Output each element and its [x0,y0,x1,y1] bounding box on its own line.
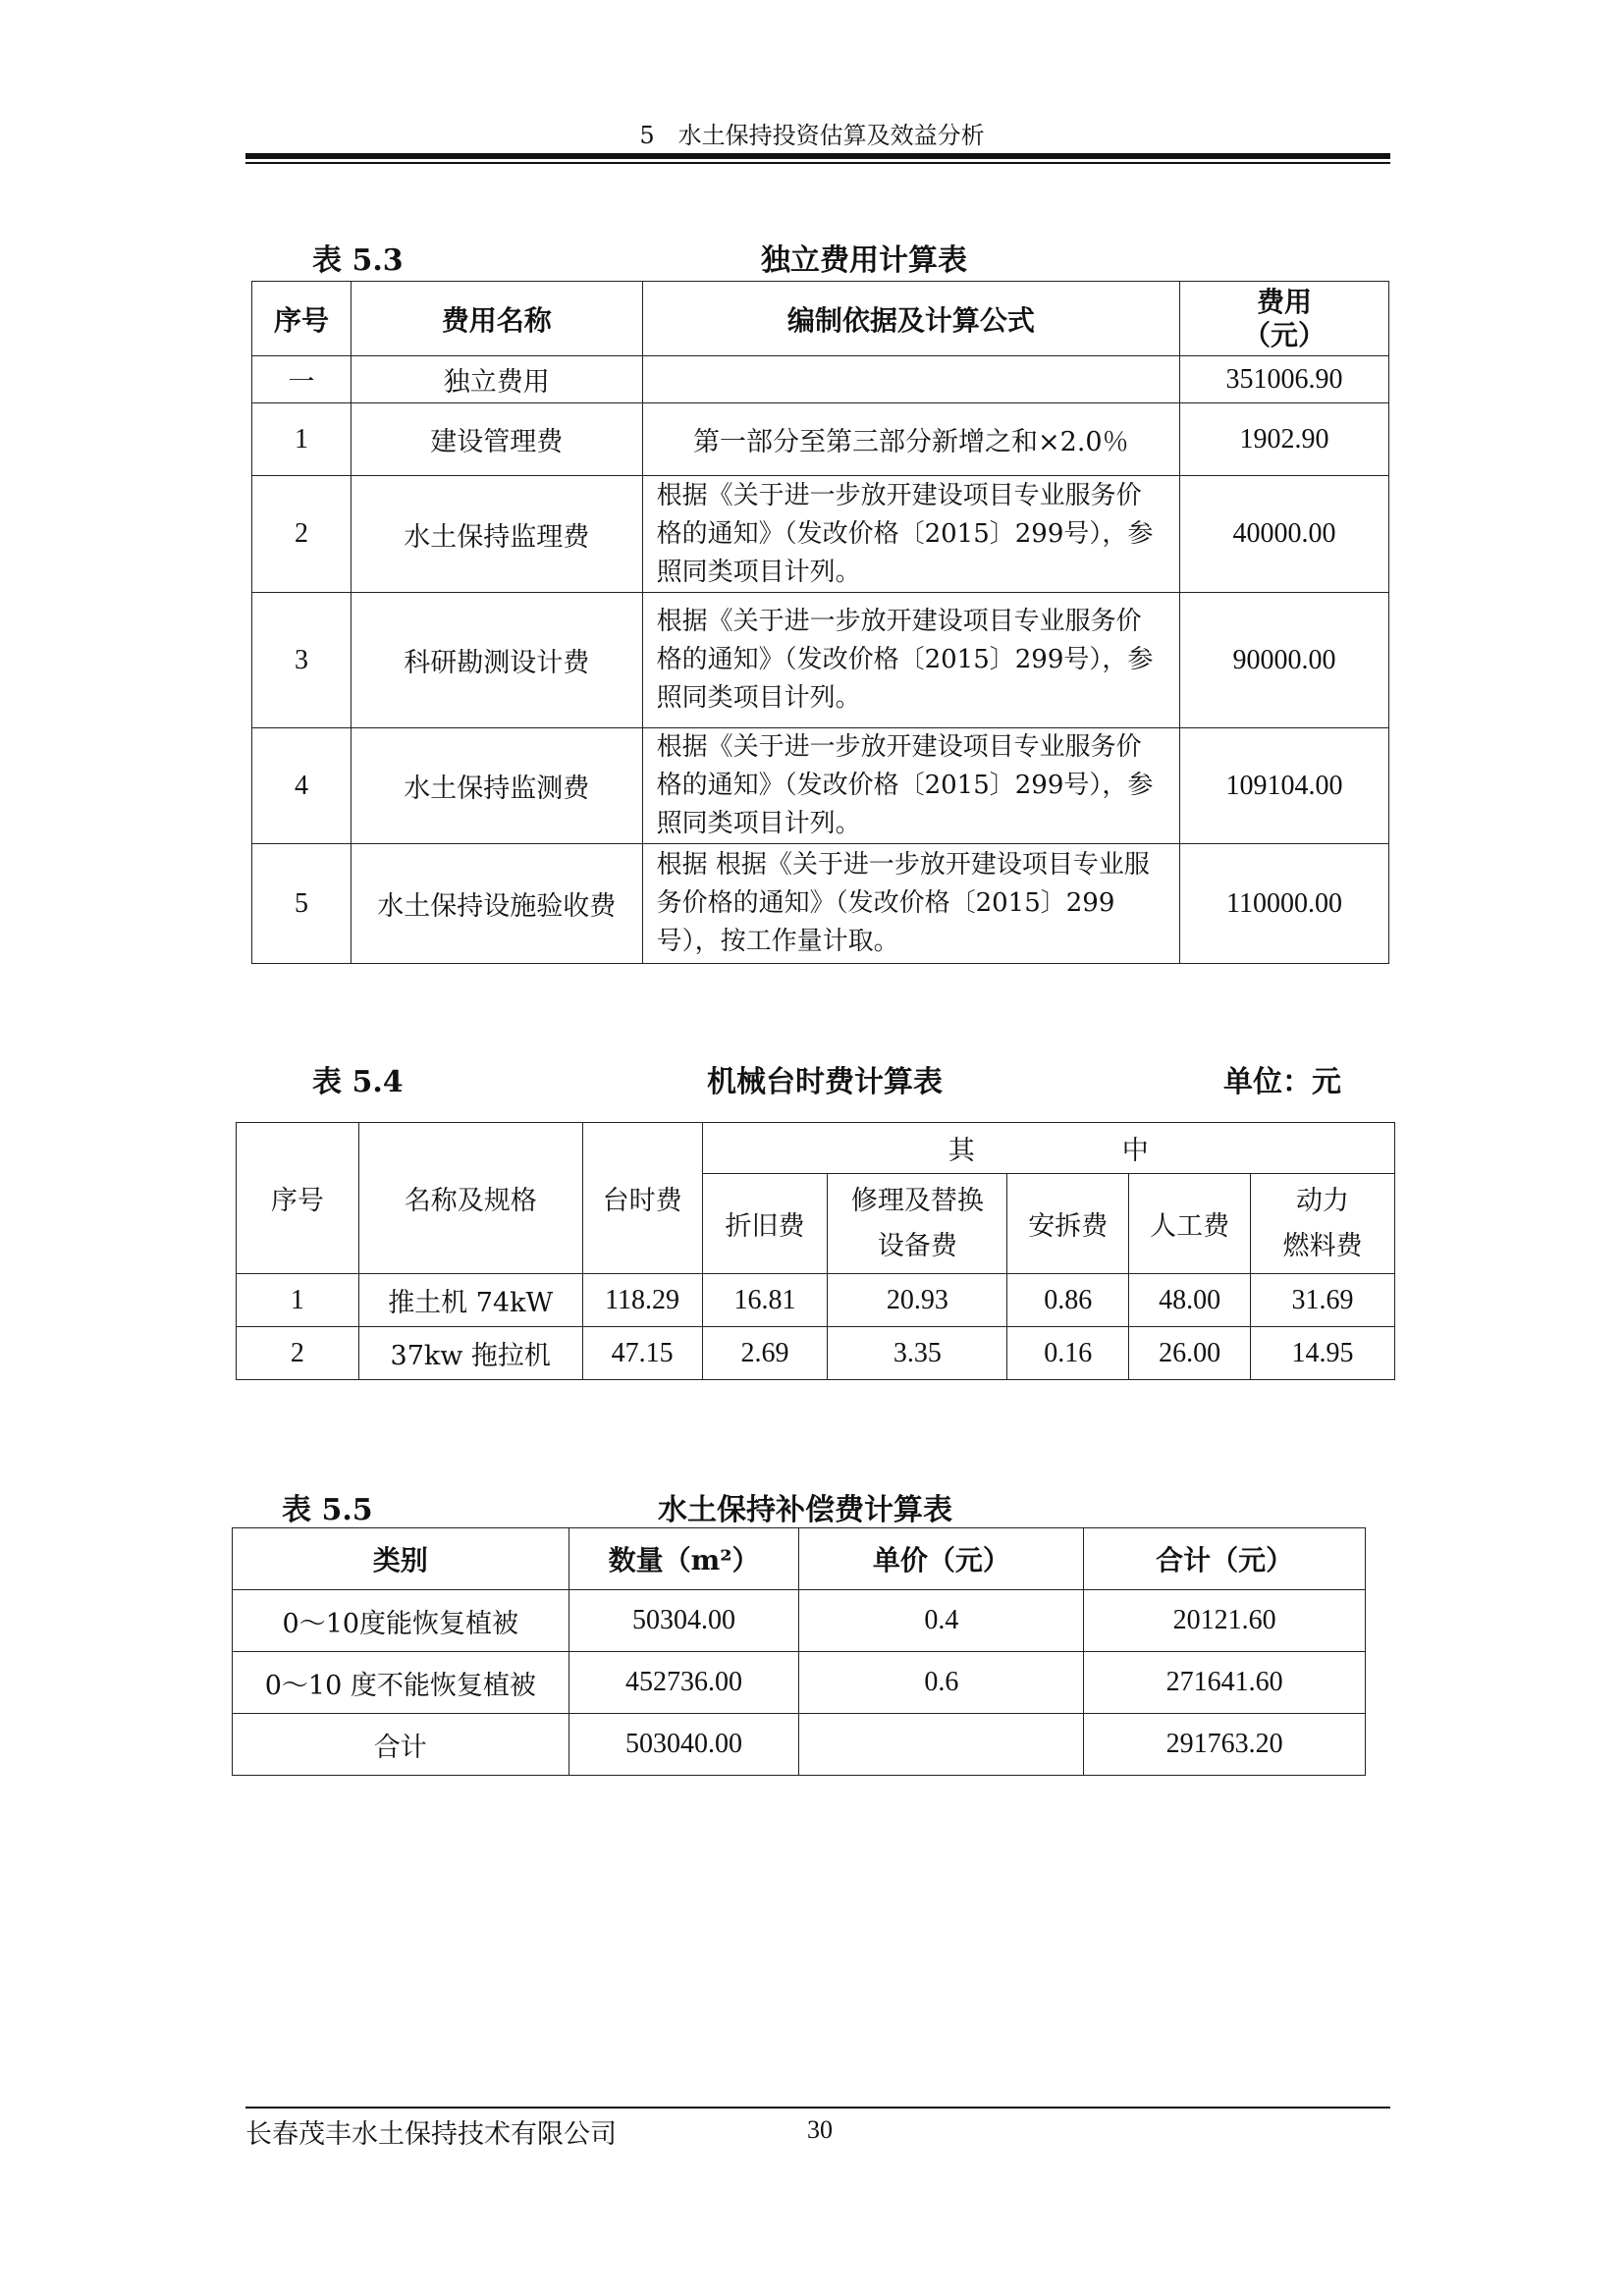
row-labor: 48.00 [1129,1274,1251,1327]
table54 [236,1122,1395,1380]
table54-header-group-b: 中 [1121,1136,1149,1166]
table54-header-depreciation: 折旧费 [702,1174,828,1274]
table-row [252,356,1389,403]
row-basis [642,356,1179,403]
row-amount: 109104.00 [1180,728,1389,844]
row-basis: 根据 根据《关于进一步放开建设项目专业服务价格的通知》（发改价格〔2015〕299号），按工作量计取。 [642,844,1179,964]
row-no: 5 [252,844,352,964]
row-depreciation: 16.81 [702,1274,828,1327]
table53-title: 独立费用计算表 [761,243,967,278]
table53-header-amount-line1: 费用 [1257,285,1313,318]
row-name: 水土保持监测费 [351,728,642,844]
table54-title: 机械台时费计算表 [707,1065,943,1099]
footer-rule [245,2107,1390,2109]
row-amount: 90000.00 [1180,593,1389,728]
table55-title: 水土保持补偿费计算表 [658,1493,952,1527]
table54-header-repair-line2: 设备费 [877,1230,957,1261]
table53-header-name: 费用名称 [351,282,642,356]
table54-header-name: 名称及规格 [358,1123,582,1274]
table-row [237,1274,1395,1327]
footer-company: 长春茂丰水土保持技术有限公司 [245,2119,617,2150]
row-amount: 110000.00 [1180,844,1389,964]
row-category: 合计 [233,1714,569,1776]
chapter-header: 5 水土保持投资估算及效益分析 [639,122,985,149]
row-quantity: 50304.00 [568,1590,799,1652]
row-no: 一 [252,356,352,403]
row-amount: 351006.90 [1180,356,1389,403]
table55-label: 表 5.5 [282,1493,373,1527]
row-category: 0～10 度不能恢复植被 [233,1652,569,1714]
table54-unit: 单位：元 [1223,1065,1341,1099]
table-row [252,476,1389,593]
row-name: 37kw 拖拉机 [358,1327,582,1380]
table55-header-category: 类别 [233,1528,569,1590]
header-rule-thin [245,162,1390,164]
row-hourly: 47.15 [582,1327,702,1380]
table54-header-group [702,1123,1394,1174]
row-amount: 1902.90 [1180,403,1389,476]
row-category: 0～10度能恢复植被 [233,1590,569,1652]
table54-header-repair [828,1174,1007,1274]
row-no: 1 [237,1274,359,1327]
row-name: 科研勘测设计费 [351,593,642,728]
row-basis: 根据《关于进一步放开建设项目专业服务价格的通知》（发改价格〔2015〕299号），参照同类项目计列。 [642,593,1179,728]
table53-header-row [252,282,1389,356]
row-repair: 3.35 [828,1327,1007,1380]
table53-header-amount-line2: （元） [1243,318,1326,351]
table-row [252,593,1389,728]
row-labor: 26.00 [1129,1327,1251,1380]
table54-header-repair-line1: 修理及替换 [850,1185,984,1216]
table55-header-row [233,1528,1366,1590]
table54-header-no: 序号 [237,1123,359,1274]
table54-label: 表 5.4 [312,1065,404,1099]
table53 [251,281,1389,964]
row-total: 271641.60 [1084,1652,1366,1714]
row-no: 1 [252,403,352,476]
table-row [233,1652,1366,1714]
table54-header-row-1 [237,1123,1395,1174]
row-name: 水土保持设施验收费 [351,844,642,964]
table55 [232,1527,1366,1776]
row-amount: 40000.00 [1180,476,1389,593]
row-dismantle: 0.16 [1007,1327,1129,1380]
row-depreciation: 2.69 [702,1327,828,1380]
table54-header-fuel-line1: 动力 [1296,1185,1350,1216]
row-basis: 根据《关于进一步放开建设项目专业服务价格的通知》（发改价格〔2015〕299号），参照同类项目计列。 [642,728,1179,844]
table-row [233,1590,1366,1652]
table-row [237,1327,1395,1380]
row-name: 水土保持监理费 [351,476,642,593]
table53-header-no: 序号 [252,282,352,356]
table53-label: 表 5.3 [312,243,404,278]
row-fuel: 14.95 [1251,1327,1395,1380]
row-total: 20121.60 [1084,1590,1366,1652]
row-hourly: 118.29 [582,1274,702,1327]
table-row [252,844,1389,964]
row-name: 建设管理费 [351,403,642,476]
table53-header-amount [1180,282,1389,356]
table54-header-hourly: 台时费 [582,1123,702,1274]
row-quantity: 452736.00 [568,1652,799,1714]
table54-header-group-a: 其 [947,1136,975,1166]
table54-header-labor: 人工费 [1129,1174,1251,1274]
row-no: 2 [252,476,352,593]
table54-header-fuel-line2: 燃料费 [1282,1230,1363,1261]
row-price: 0.4 [799,1590,1084,1652]
table55-header-total: 合计（元） [1084,1528,1366,1590]
page-number: 30 [807,2115,833,2144]
row-basis: 根据《关于进一步放开建设项目专业服务价格的通知》（发改价格〔2015〕299号），参照同类项目计列。 [642,476,1179,593]
row-basis: 第一部分至第三部分新增之和×2.0％ [642,403,1179,476]
table-row [252,728,1389,844]
table-row [233,1714,1366,1776]
table55-header-price: 单价（元） [799,1528,1084,1590]
row-total: 291763.20 [1084,1714,1366,1776]
row-dismantle: 0.86 [1007,1274,1129,1327]
table-row [252,403,1389,476]
table54-header-fuel [1251,1174,1395,1274]
table55-header-quantity: 数量（m²） [568,1528,799,1590]
row-name: 推土机 74kW [358,1274,582,1327]
row-price: 0.6 [799,1652,1084,1714]
row-name: 独立费用 [351,356,642,403]
table54-header-dismantle: 安拆费 [1007,1174,1129,1274]
header-rule-thick [245,153,1390,159]
row-price [799,1714,1084,1776]
row-no: 4 [252,728,352,844]
table53-header-basis: 编制依据及计算公式 [642,282,1179,356]
row-quantity: 503040.00 [568,1714,799,1776]
row-no: 2 [237,1327,359,1380]
row-repair: 20.93 [828,1274,1007,1327]
row-no: 3 [252,593,352,728]
row-fuel: 31.69 [1251,1274,1395,1327]
